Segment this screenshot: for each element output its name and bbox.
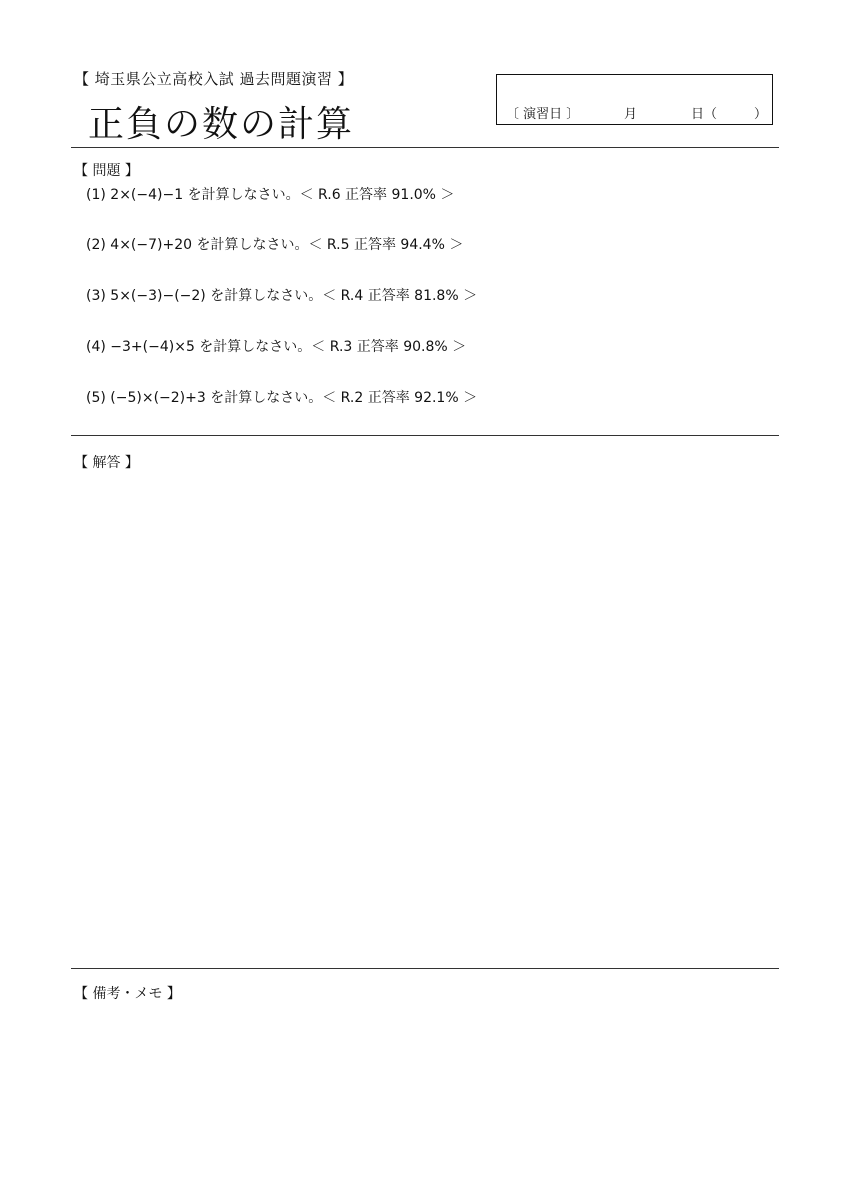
question-item: (1) 2×(−4)−1 を計算しなさい。＜ R.6 正答率 91.0% ＞ <box>86 187 455 203</box>
worksheet-subtitle: 【 埼玉県公立高校入試 過去問題演習 】 <box>74 70 354 88</box>
question-item: (3) 5×(−3)−(−2) を計算しなさい。＜ R.4 正答率 81.8% ＞ <box>86 288 478 304</box>
practice-date-box <box>496 74 773 125</box>
question-item: (4) −3+(−4)×5 を計算しなさい。＜ R.3 正答率 90.8% ＞ <box>86 339 467 355</box>
question-item: (5) (−5)×(−2)+3 を計算しなさい。＜ R.2 正答率 92.1% ＞ <box>86 390 478 406</box>
notes-section-label: 【 備考・メモ 】 <box>74 986 181 1002</box>
questions-divider <box>71 435 779 436</box>
day-label: 日（ <box>691 107 718 122</box>
question-item: (2) 4×(−7)+20 を計算しなさい。＜ R.5 正答率 94.4% ＞ <box>86 237 464 253</box>
practice-date-label: 〔 演習日 〕 <box>506 107 580 122</box>
worksheet-title: 正負の数の計算 <box>88 104 355 145</box>
weekday-close-paren: ） <box>754 107 768 122</box>
answers-section-label: 【 解答 】 <box>74 455 139 471</box>
questions-section-label: 【 問題 】 <box>74 163 139 179</box>
answers-divider <box>71 968 779 969</box>
month-label: 月 <box>624 107 638 122</box>
header-divider <box>71 147 779 148</box>
